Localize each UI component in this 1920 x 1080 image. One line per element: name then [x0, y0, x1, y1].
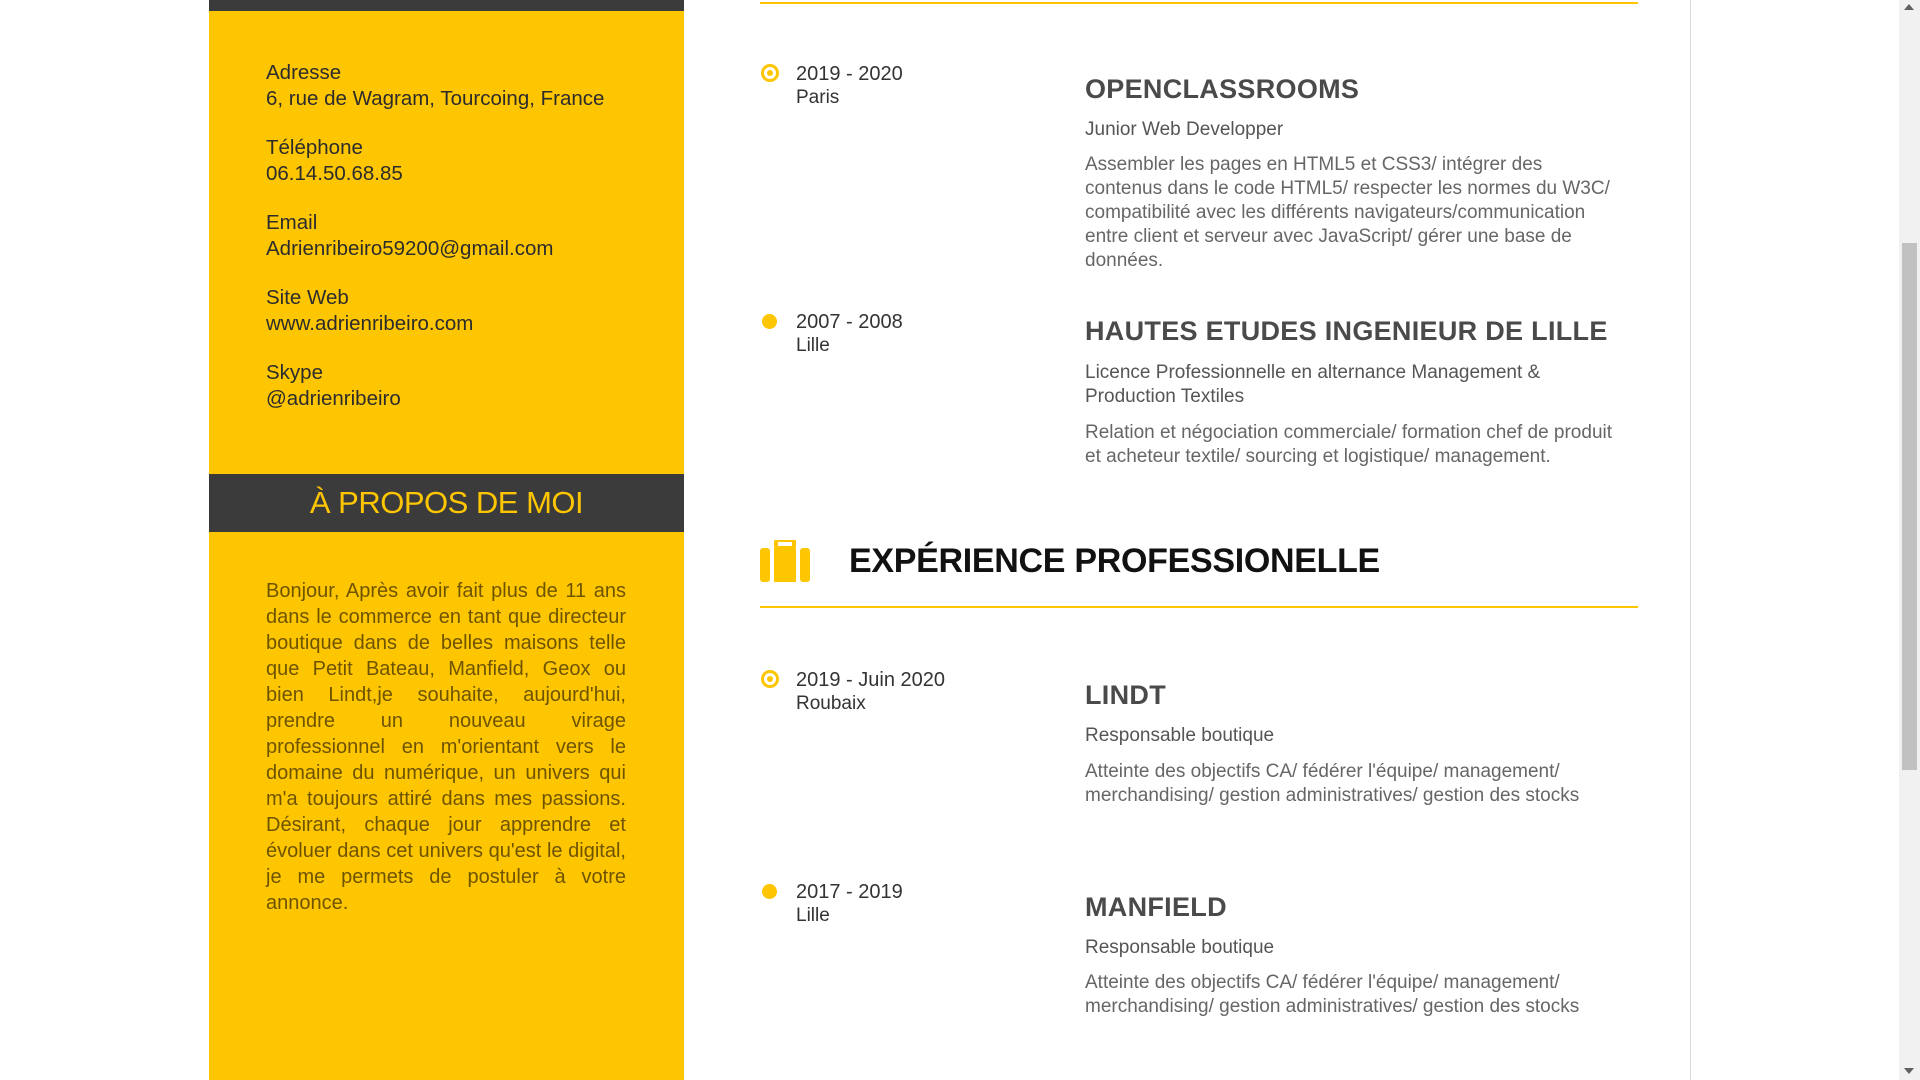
- contact-label: Email: [266, 211, 318, 234]
- contact-value: Adrienribeiro59200@gmail.com: [266, 237, 554, 260]
- about-text: Bonjour, Après avoir fait plus de 11 ans dans le commerce en tant que directeur boutique dans de belles maisons telle que Petit Bateau, Manfield, Geox ou bien Lindt,je souhaite, aujourd'hui, prendre un nouveau virage professionnel en m'orientant vers le domaine du numérique, un univers qui m'a toujours attiré dans mes passions. Désirant, chaque jour apprendre et évoluer dans cet univers qu'est le digital, je me permets de postuler à votre annonce.: [266, 580, 626, 914]
- entry-period: 2019 - 2020: [796, 63, 903, 85]
- contact-skype: [266, 360, 666, 435]
- entry-period: 2019 - Juin 2020: [796, 669, 946, 691]
- sidebar-top-bar: [209, 0, 684, 11]
- entry-place: Roubaix: [796, 693, 866, 714]
- entry-description: Relation et négociation commerciale/ formation chef de produit et acheteur textile/ sourcing et logistique/ management.: [1085, 422, 1613, 467]
- entry-place: Paris: [796, 87, 840, 108]
- contact-address: [266, 60, 666, 135]
- entry-description: Atteinte des objectifs CA/ fédérer l'équipe/ management/ merchandising/ gestion administratives/ gestion des stocks: [1085, 761, 1580, 806]
- timeline-bullet-icon: [762, 884, 777, 899]
- scrollbar-thumb[interactable]: [1902, 243, 1917, 770]
- contact-website: [266, 285, 666, 360]
- entry-company: LINDT: [1085, 680, 1166, 710]
- contact-value: @adrienribeiro: [266, 387, 401, 410]
- content-border: [1690, 0, 1691, 1080]
- briefcase-icon: [760, 540, 810, 582]
- experience-section-header: [760, 538, 1638, 582]
- timeline-bullet-icon: [761, 64, 779, 82]
- timeline-bullet-icon: [762, 314, 777, 329]
- entry-role: Responsable boutique: [1085, 725, 1275, 746]
- entry-role: Junior Web Developper: [1085, 119, 1284, 140]
- entry-period: 2007 - 2008: [796, 311, 903, 333]
- contact-label: Adresse: [266, 61, 342, 84]
- entry-company: HAUTES ETUDES INGENIEUR DE LILLE: [1085, 316, 1608, 346]
- entry-place: Lille: [796, 905, 830, 926]
- contact-email: [266, 210, 666, 285]
- timeline-bullet-icon: [761, 670, 779, 688]
- resume-content: [760, 0, 1638, 1080]
- section-title: EXPÉRIENCE PROFESSIONELLE: [849, 542, 1380, 580]
- entry-description: Assembler les pages en HTML5 et CSS3/ intégrer des contenus dans le code HTML5/ respecter les normes du W3C/ compatibilité avec les différents navigateurs/communication entre client et serveur avec JavaScript/ gérer une base de données.: [1085, 154, 1610, 271]
- vertical-scrollbar[interactable]: [1899, 0, 1920, 1080]
- contact-list: [266, 60, 666, 435]
- entry-description: Atteinte des objectifs CA/ fédérer l'équipe/ management/ merchandising/ gestion administratives/ gestion des stocks: [1085, 972, 1580, 1017]
- contact-value: 6, rue de Wagram, Tourcoing, France: [266, 87, 605, 110]
- sidebar: [209, 0, 684, 1080]
- section-divider: [760, 606, 1638, 608]
- scroll-down-arrow-icon[interactable]: [1904, 1068, 1914, 1074]
- scroll-up-arrow-icon[interactable]: [1904, 4, 1914, 10]
- entry-role: Licence Professionnelle en alternance Management & Production Textiles: [1085, 362, 1541, 407]
- entry-place: Lille: [796, 335, 830, 356]
- entry-company: OPENCLASSROOMS: [1085, 74, 1360, 104]
- contact-label: Skype: [266, 361, 323, 384]
- contact-value: www.adrienribeiro.com: [266, 312, 474, 335]
- contact-label: Site Web: [266, 286, 349, 309]
- entry-role: Responsable boutique: [1085, 937, 1275, 958]
- contact-value: 06.14.50.68.85: [266, 162, 403, 185]
- section-divider: [760, 2, 1638, 4]
- contact-label: Téléphone: [266, 136, 363, 159]
- about-title: À PROPOS DE MOI: [309, 485, 584, 520]
- about-header: [209, 474, 684, 532]
- contact-phone: [266, 135, 666, 210]
- entry-period: 2017 - 2019: [796, 881, 903, 903]
- entry-company: MANFIELD: [1085, 892, 1227, 922]
